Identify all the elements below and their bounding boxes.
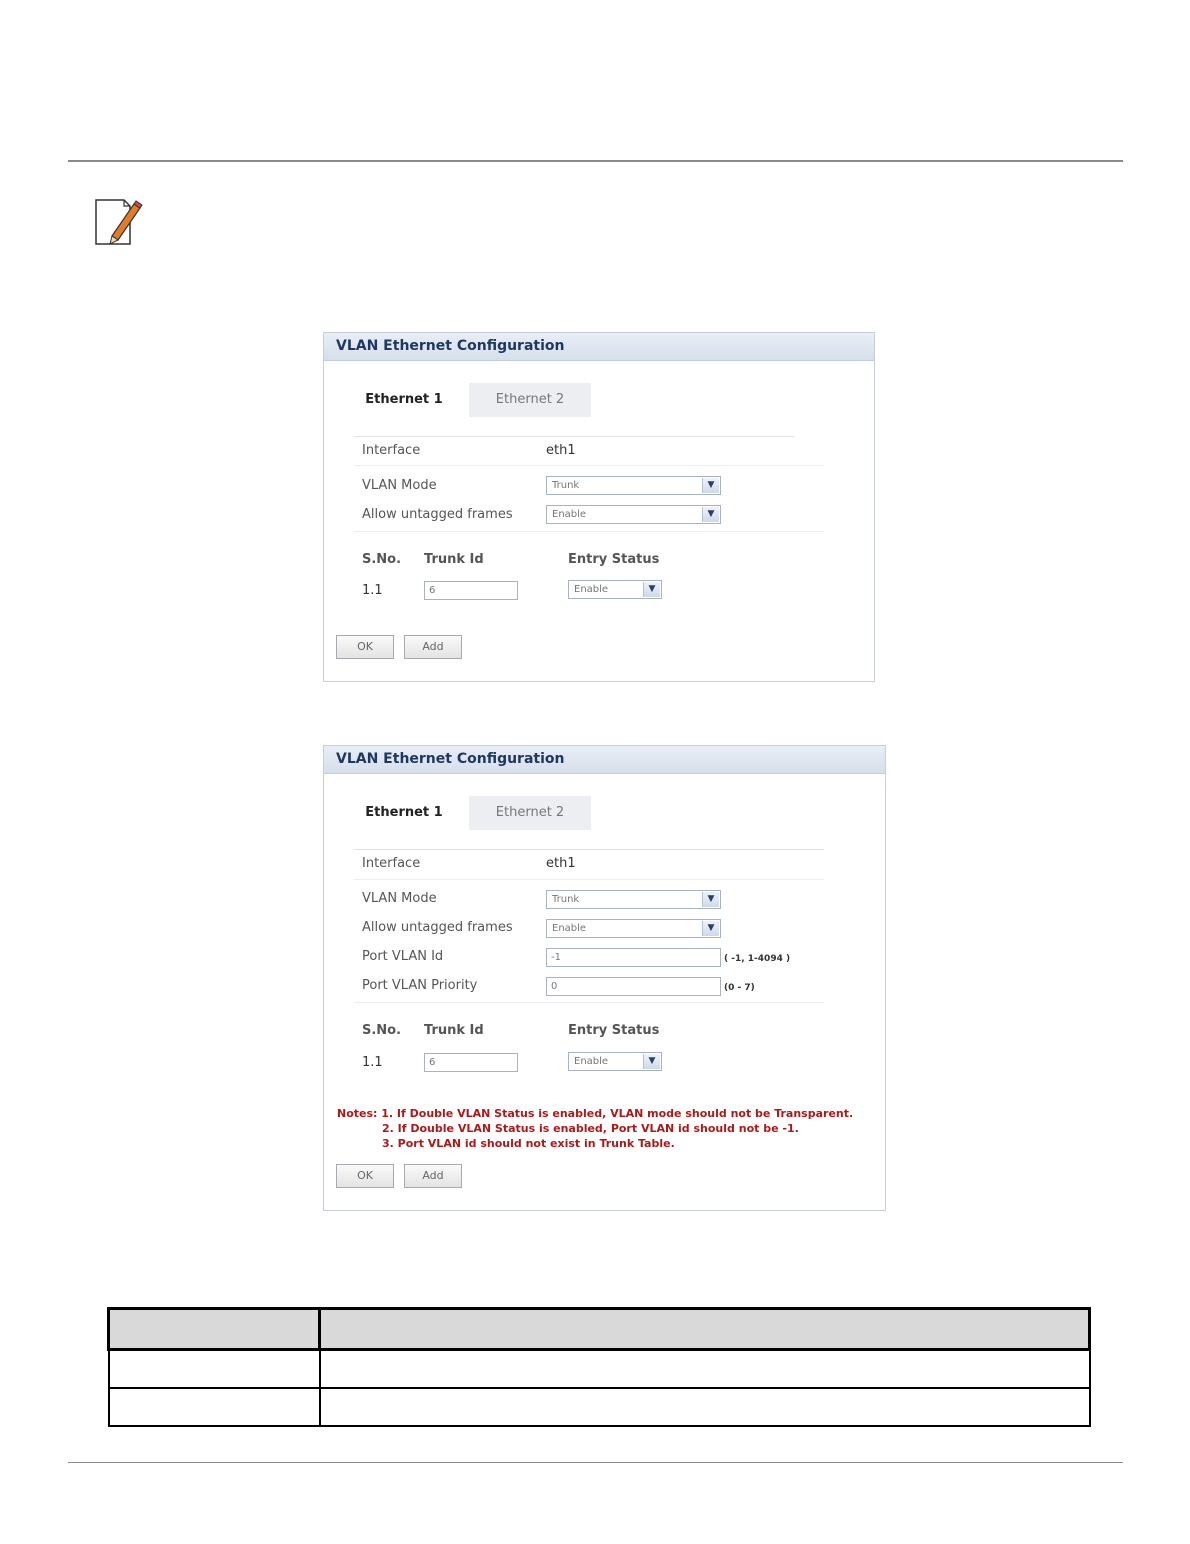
untagged-select[interactable] [546,919,721,938]
vlan-mode-label: VLAN Mode [362,478,437,493]
interface-value: eth1 [546,443,576,458]
notes-line-3: 3. Port VLAN id should not exist in Trunk Table. [382,1137,675,1150]
table-cell [320,1350,1090,1389]
panel-title: VLAN Ethernet Configuration [324,333,874,361]
trunk-id-input[interactable]: 6 [424,1053,518,1072]
untagged-value: Enable [552,923,587,934]
untagged-label: Allow untagged frames [362,920,513,935]
parameter-table [107,1307,1091,1427]
sno-value: 1.1 [362,1055,383,1070]
note-pencil-icon [90,190,146,250]
vlan-mode-select[interactable] [546,890,721,909]
sno-value: 1.1 [362,583,383,598]
entry-status-header: Entry Status [568,552,660,567]
tab-ethernet-2[interactable]: Ethernet 2 [469,383,591,417]
untagged-value: Enable [552,509,587,520]
entry-status-select[interactable] [568,1052,662,1071]
panel-title: VLAN Ethernet Configuration [324,746,885,774]
notes-line-2: 2. If Double VLAN Status is enabled, Port VLAN id should not be -1. [382,1122,799,1135]
interface-value: eth1 [546,856,576,871]
table-cell [320,1388,1090,1426]
tab-ethernet-1[interactable]: Ethernet 1 [354,796,454,830]
untagged-label: Allow untagged frames [362,507,513,522]
tab-underline [354,436,794,437]
table-cell [109,1388,320,1426]
notes-line-1: Notes: 1. If Double VLAN Status is enabled, VLAN mode should not be Transparent. [337,1107,854,1120]
table-cell [109,1350,320,1389]
sno-header: S.No. [362,552,402,567]
chevron-down-icon: ▼ [702,507,719,522]
vlan-mode-value: Trunk [552,894,580,905]
tab-ethernet-2[interactable]: Ethernet 2 [469,796,591,830]
trunk-id-header: Trunk Id [424,552,484,567]
tab-underline [354,849,824,850]
vlan-config-panel-1 [323,332,875,682]
port-vlan-priority-range: (0 - 7) [724,983,755,993]
entry-status-header: Entry Status [568,1023,660,1038]
ok-button[interactable]: OK [336,1164,394,1188]
port-vlan-id-label: Port VLAN Id [362,949,444,964]
port-vlan-id-input[interactable]: -1 [546,948,721,967]
tab-ethernet-1[interactable]: Ethernet 1 [354,383,454,417]
trunk-id-header: Trunk Id [424,1023,484,1038]
port-vlan-priority-input[interactable]: 0 [546,977,721,996]
port-vlan-id-range: ( -1, 1-4094 ) [724,954,791,964]
entry-status-value: Enable [574,584,609,595]
vlan-mode-label: VLAN Mode [362,891,437,906]
row-divider [354,465,824,466]
vlan-mode-select[interactable] [546,476,721,495]
add-button[interactable]: Add [404,1164,462,1188]
top-divider [68,160,1123,162]
chevron-down-icon: ▼ [702,892,719,907]
add-button[interactable]: Add [404,635,462,659]
bottom-divider [68,1462,1123,1463]
untagged-select[interactable] [546,505,721,524]
table-header-cell [320,1309,1090,1350]
vlan-config-panel-2 [323,745,886,1211]
sno-header: S.No. [362,1023,402,1038]
chevron-down-icon: ▼ [702,478,719,493]
table-header-row [109,1309,1090,1350]
table-row [109,1388,1090,1426]
vlan-mode-value: Trunk [552,480,580,491]
row-divider [354,1002,824,1003]
row-divider [354,879,824,880]
port-vlan-priority-label: Port VLAN Priority [362,978,478,993]
chevron-down-icon: ▼ [643,582,660,597]
row-divider [354,531,824,532]
table-header-cell [109,1309,320,1350]
table-row [109,1350,1090,1389]
ok-button[interactable]: OK [336,635,394,659]
interface-label: Interface [362,443,421,458]
entry-status-select[interactable] [568,580,662,599]
trunk-id-input[interactable]: 6 [424,581,518,600]
chevron-down-icon: ▼ [643,1054,660,1069]
entry-status-value: Enable [574,1056,609,1067]
chevron-down-icon: ▼ [702,921,719,936]
interface-label: Interface [362,856,421,871]
